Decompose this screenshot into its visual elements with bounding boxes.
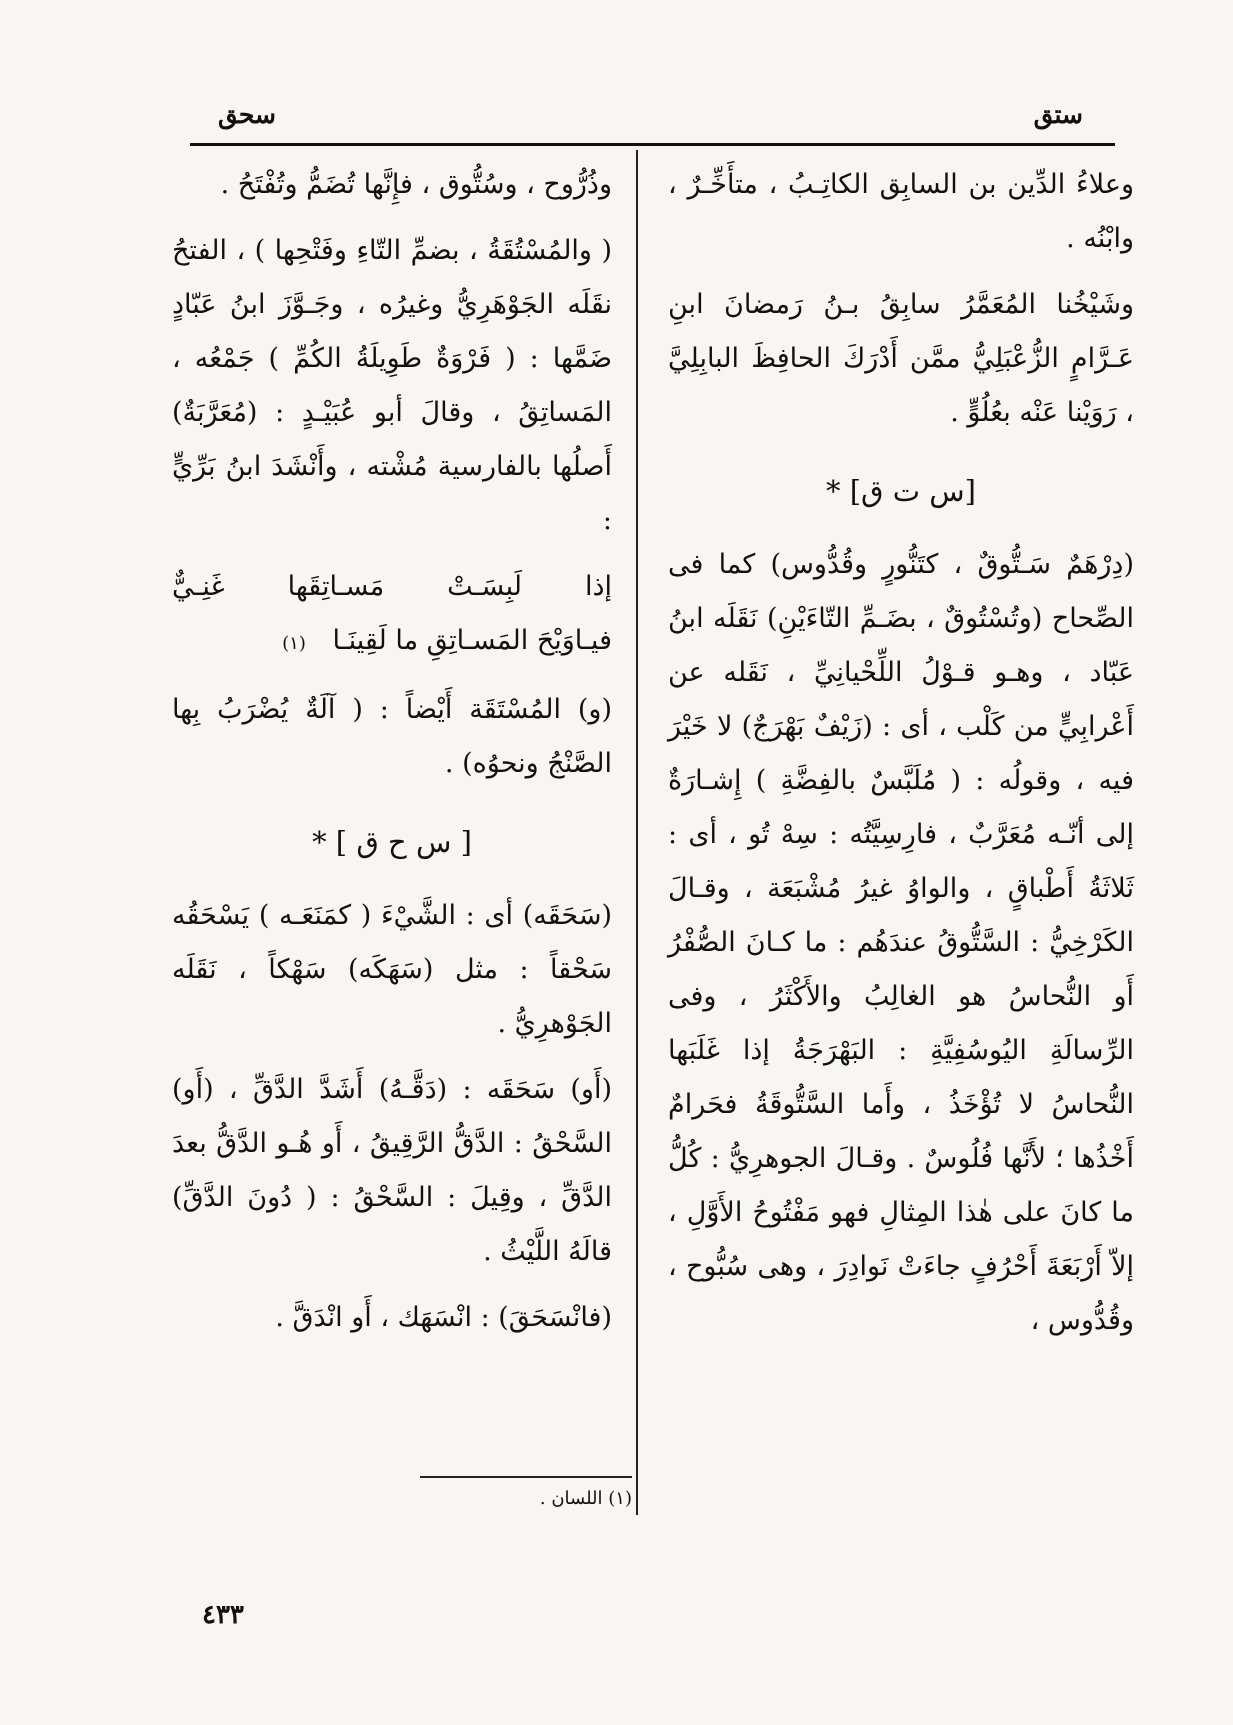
column-divider <box>636 150 638 1515</box>
entry-heading: [ س ح ق ] * <box>312 825 472 859</box>
left-column <box>172 158 612 1357</box>
paragraph: ( والمُسْتُقَةُ ، بضمِّ التّاءِ وفَتْحِها ) ، الفتحُ نقَلَه الجَوْهَرِيُّ وغيرُه ، وجَـوَّزَ ابنُ عَبّادٍ ضَمَّها : ( فَرْوَةٌ طَوِيلَةُ الكُمِّ ) جَمْعُه ، المَساتِقُ ، وقالَ أبو عُبَيْـدٍ : (مُعَرَّبَةٌ) أَصلُها بالفارسية مُشْته ، وأَنْشَدَ ابنُ بَرِّيٍّ : <box>172 235 612 536</box>
entry-heading: [س ت ق] * <box>826 474 976 508</box>
header-rule <box>190 143 1115 146</box>
verse-line: إذا لَبِسَـتْ مَسـاتِقَها غَنِـيٌّ <box>172 571 612 602</box>
footnote-marker: (١) <box>282 633 306 654</box>
paragraph: (سَحَقَه) أى : الشَّيْءَ ( كمَنَعَـه ) يَسْحَقُه سَحْقاً : مثل (سَهَكَه) سَهْكاً ، نَقَلَه الجَوْهرِيُّ . <box>172 900 612 1039</box>
footnote-rule <box>420 1476 632 1478</box>
footnote: (١) اللسان . <box>539 1488 632 1509</box>
paragraph: وشَيْخُنا المُعَمَّرُ سابِقُ بـنُ رَمضانَ ابنِ عَـرَّامٍ الزُّعْبَلِيُّ ممَّن أَدْرَكَ الحافِظَ البابِلِيَّ ، رَوَيْنا عَنْه بعُلُوٍّ . <box>668 289 1134 428</box>
paragraph: (أَو) سَحَقَه : (دَقَّـهُ) أَشَدَّ الدَّقِّ ، (أَو) السَّحْقُ : الدَّقُّ الرَّقِيقُ ، أَو هُـو الدَّقُّ بعدَ الدَّقِّ ، وقِيلَ : السَّحْقُ : ( دُونَ الدَّقِّ) قالَهُ اللَّيْثُ . <box>172 1074 612 1267</box>
right-column <box>668 158 1134 1360</box>
paragraph: وذُرُّوح ، وسُتُّوق ، فإِنَّها تُضَمُّ وتُفْتَحُ . <box>220 169 612 200</box>
paragraph: (دِرْهَمٌ سَـتُّوقٌ ، كتَنُّورٍ وقُدُّوس) كما فى الصِّحاح (وتُسْتُوقٌ ، بضَـمِّ التّاءَيْنِ) نَقَلَه ابنُ عَبّاد ، وهـو قـوْلُ اللِّحْيانِيِّ ، نَقَله عن أَعْرابِيٍّ من كَلْب ، أى : (زَيْفٌ بَهْرَجٌ) لا خَيْرَ فيه ، وقولُه : ( مُلَبَّسٌ بالفِضَّةِ ) إِشـارَةٌ إلى أنّـه مُعَرَّبٌ ، فارِسِيَّتُه : سِهْ تُو ، أى : ثَلاثَةُ أَطْباقٍ ، والواوُ غيرُ مُشْبَعَة ، وقـالَ الكَرْخِيُّ : السَّتُّوقُ عندَهُم : ما كـانَ الصُّفْرُ أَو النُّحاسُ هو الغالِبُ والأَكْثَرُ ، وفى الرِّسالَةِ اليُوسُفِيَّةِ : البَهْرَجَةُ إذا غَلَبَها النُّحاسُ لا تُؤْخَذُ ، وأَما السَّتُّوقَةُ فحَرامٌ أَخْذُها ؛ لأَنَّها فُلُوسٌ . وقـالَ الجوهرِيُّ : كُلُّ ما كانَ على هٰذا المِثالِ فهو مَفْتُوحُ الأَوَّلِ ، إلاّ أَرْبَعَةَ أَحْرُفٍ جاءَتْ نَوادِرَ ، وهى سُبُّوح ، وقُدُّوس ، <box>668 549 1134 1336</box>
page-number: ٤٣٣ <box>202 1600 244 1630</box>
paragraph: (و) المُسْتَقَة أَيْضاً : ( آلَةٌ يُضْرَبُ بِها الصَّنْجُ ونحوُه) . <box>172 694 612 779</box>
header-right-word: ستق <box>1033 100 1083 129</box>
poetry-verse <box>172 560 612 671</box>
paragraph: وعلاءُ الدِّين بن السابِق الكاتِـبُ ، متأَخِّـرٌ ، وابْنُه . <box>668 169 1134 254</box>
paragraph: (فانْسَحَقَ) : انْسَهَك ، أَو انْدَقَّ . <box>275 1302 612 1333</box>
header-left-word: سحق <box>218 100 276 129</box>
verse-line <box>172 614 612 671</box>
verse-text: فيـاوَيْحَ المَسـاتِقِ ما لَقِينَـا <box>332 625 612 656</box>
